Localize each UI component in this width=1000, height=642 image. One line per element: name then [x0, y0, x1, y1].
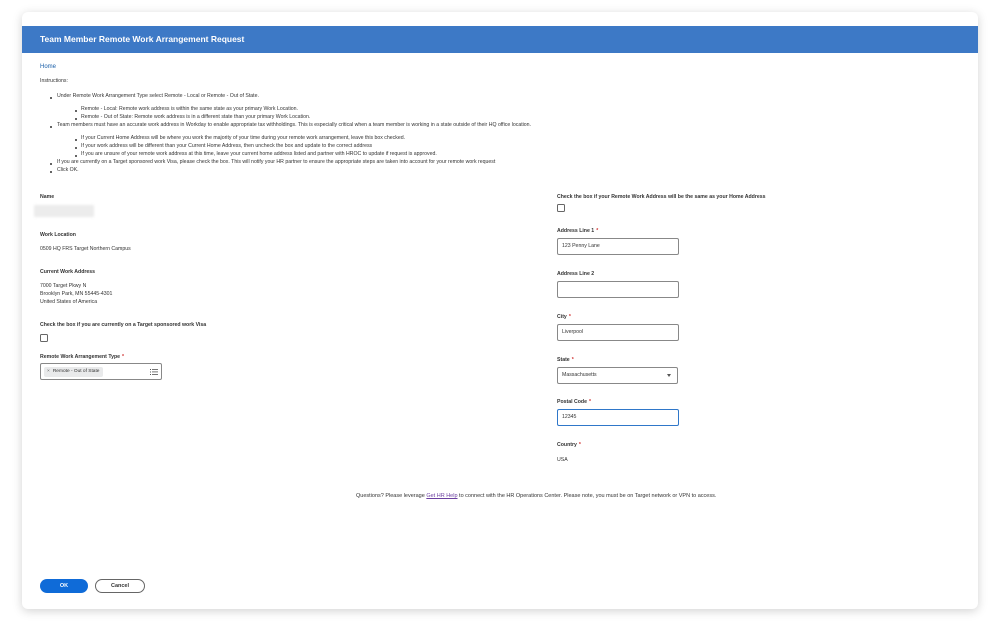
instruction-subitem: If you are unsure of your remote work address at this time, leave your current home address listed and partner with HROC to update if request is approved. [81, 151, 437, 157]
page-title: Team Member Remote Work Arrangement Request [40, 34, 245, 44]
bullet-dot [75, 147, 77, 149]
instruction-subitem: Remote - Out of State: Remote work address is in a different state than your primary Work Location. [81, 114, 311, 120]
state-value: Massachusetts [562, 372, 597, 378]
same-address-label: Check the box if your Remote Work Address will be the same as your Home Address [557, 194, 766, 200]
state-label: State * [557, 357, 574, 363]
ok-button[interactable]: OK [40, 579, 88, 593]
visa-checkbox[interactable] [40, 334, 48, 342]
work-location-value: 0509 HQ FRS Target Northern Campus [40, 246, 131, 252]
instruction-subitem: If your work address will be different than your Current Home Address, then uncheck the box and update to the correct address [81, 143, 373, 149]
current-address-line: United States of America [40, 299, 98, 305]
instruction-item: Team members must have an accurate work address in Workday to enable appropriate tax withholdings. This is especially critical when a team member is working in a state outside of their HQ office location. [57, 122, 532, 128]
address2-label: Address Line 2 [557, 271, 595, 277]
country-value: USA [557, 457, 568, 463]
help-note: Questions? Please leverage Get HR Help to connect with the HR Operations Center. Please note, you must be on Target network or VPN to access. [356, 493, 717, 499]
postal-label: Postal Code * [557, 399, 592, 405]
bullet-dot [75, 155, 77, 157]
visa-label: Check the box if you are currently on a Target sponsored work Visa [40, 322, 207, 328]
redacted-name [34, 205, 94, 217]
current-address-line: Brooklyn Park, MN 55445-4301 [40, 291, 113, 297]
address1-label: Address Line 1 * [557, 228, 599, 234]
name-label: Name [40, 194, 55, 200]
state-select[interactable] [557, 367, 678, 384]
country-label: Country * [557, 442, 581, 448]
bullet-dot [50, 126, 52, 128]
bullet-dot [75, 110, 77, 112]
address2-input[interactable] [557, 281, 679, 298]
form-card [22, 12, 978, 609]
chevron-down-icon [667, 374, 671, 377]
same-address-checkbox[interactable] [557, 204, 565, 212]
current-address-line: 7000 Target Pkwy N [40, 283, 87, 289]
arrangement-type-input[interactable] [40, 363, 162, 380]
bullet-dot [75, 139, 77, 141]
instruction-subitem: Remote - Local: Remote work address is within the same state as your primary Work Location. [81, 106, 299, 112]
list-icon[interactable] [150, 368, 158, 376]
city-input[interactable]: Liverpool [557, 324, 679, 341]
instruction-item: Under Remote Work Arrangement Type select Remote - Local or Remote - Out of State. [57, 93, 259, 99]
bullet-dot [75, 118, 77, 120]
get-hr-help-link[interactable]: Get HR Help [426, 493, 458, 499]
remove-icon[interactable]: × [47, 369, 50, 374]
bullet-dot [50, 171, 52, 173]
instructions-heading: Instructions: [40, 78, 68, 84]
work-location-label: Work Location [40, 232, 76, 238]
instruction-subitem: If your Current Home Address will be where you work the majority of your time during your remote work arrangement, leave this box checked. [81, 135, 406, 141]
city-label: City * [557, 314, 571, 320]
address1-input[interactable]: 123 Penny Lane [557, 238, 679, 255]
current-address-label: Current Work Address [40, 269, 96, 275]
bullet-dot [50, 97, 52, 99]
page-header [22, 26, 978, 53]
instruction-item: Click OK. [57, 167, 79, 173]
bullet-dot [50, 163, 52, 165]
postal-code-input[interactable]: 12345 [557, 409, 679, 426]
home-link[interactable]: Home [40, 64, 57, 70]
instruction-item: If you are currently on a Target sponsored work Visa, please check the box. This will notify your HR partner to ensure the appropriate steps are taken into account for your remote work request [57, 159, 496, 165]
arrangement-type-pill: × Remote - Out of State [44, 367, 103, 377]
cancel-button[interactable]: Cancel [95, 579, 145, 593]
arrangement-label: Remote Work Arrangement Type * [40, 354, 125, 360]
